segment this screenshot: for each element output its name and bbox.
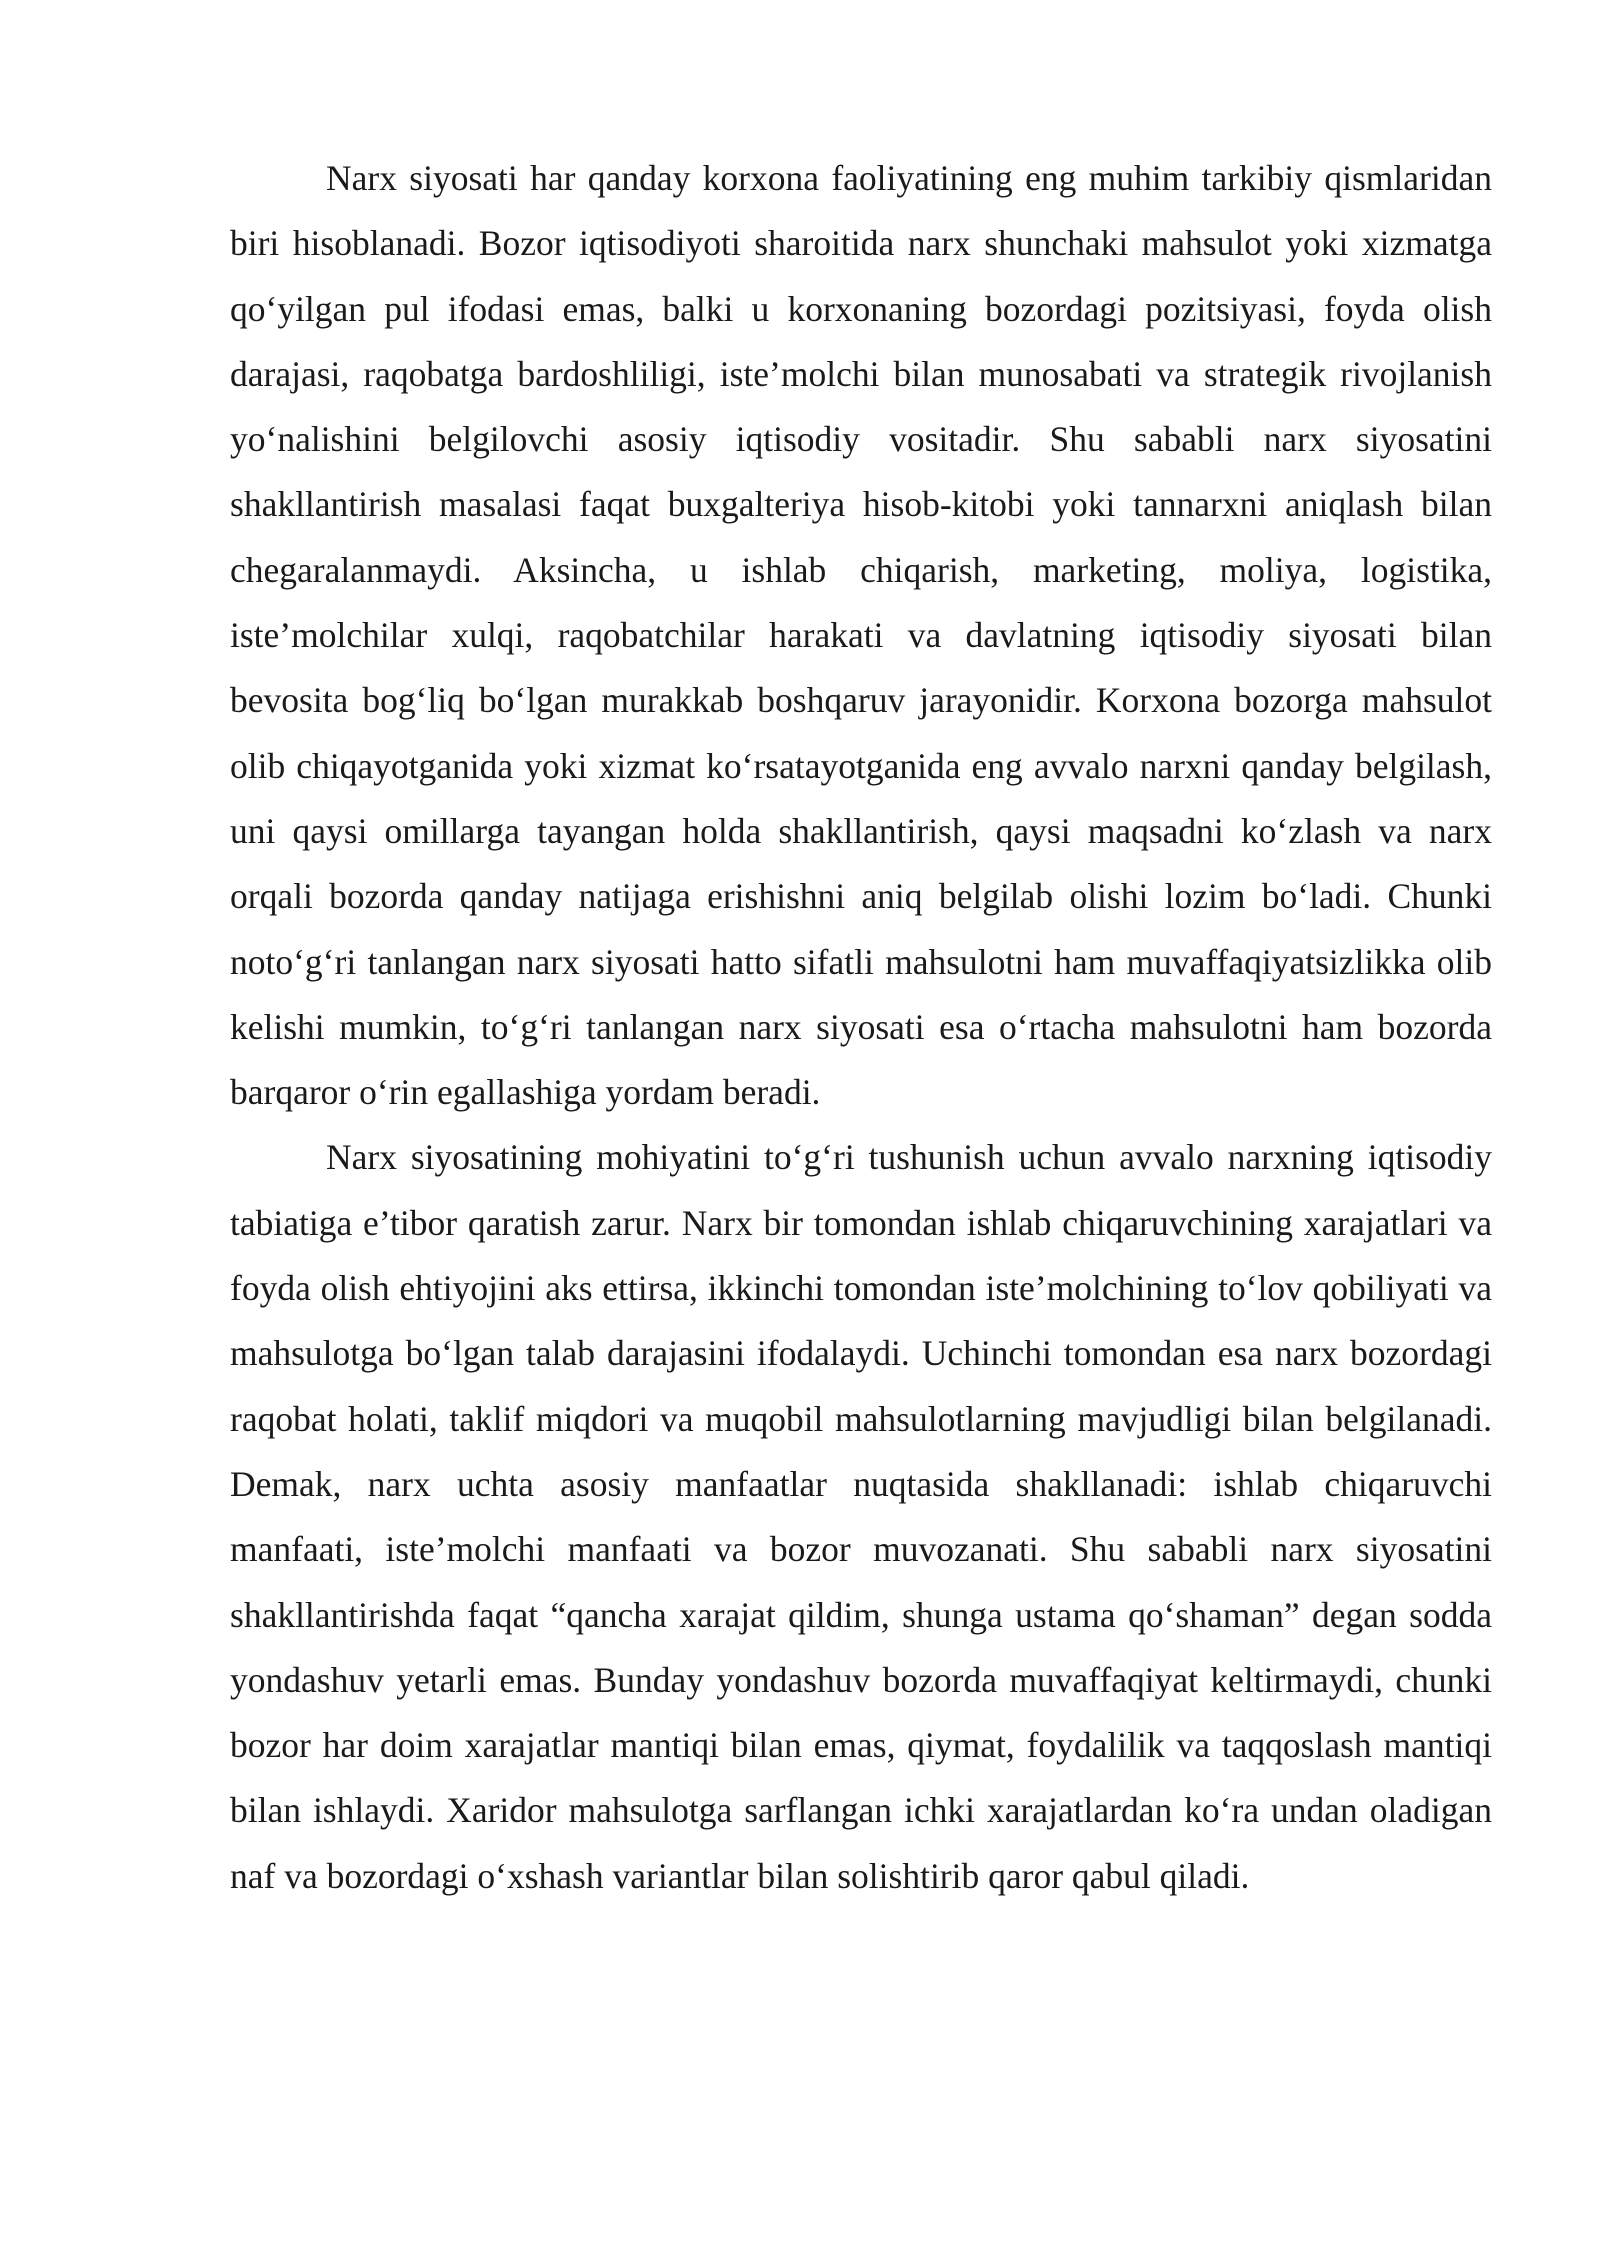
paragraph-1: Narx siyosati har qanday korxona faoliyatining eng muhim tarkibiy qismlaridan biri hisoblanadi. Bozor iqtisodiyoti sharoitida narx shunchaki mahsulot yoki xizmatga qo‘yilgan pul ifodasi emas, balki u korxonaning bozordagi pozitsiyasi, foyda olish darajasi, raqobatga bardoshliligi, iste’molchi bilan munosabati va strategik rivojlanish yo‘nalishini belgilovchi asosiy iqtisodiy vositadir. Shu sababli narx siyosatini shakllantirish masalasi faqat buxgalteriya hisob-kitobi yoki tannarxni aniqlash bilan chegaralanmaydi. Aksincha, u ishlab chiqarish, marketing, moliya, logistika, iste’molchilar xulqi, raqobatchilar harakati va davlatning iqtisodiy siyosati bilan bevosita bog‘liq bo‘lgan murakkab boshqaruv jarayonidir. Korxona bozorga mahsulot olib chiqayotganida yoki xizmat ko‘rsatayotganida eng avvalo narxni qanday belgilash, uni qaysi omillarga tayangan holda shakllantirish, qaysi maqsadni ko‘zlash va narx orqali bozorda qanday natijaga erishishni aniq belgilab olishi lozim bo‘ladi. Chunki noto‘g‘ri tanlangan narx siyosati hatto sifatli mahsulotni ham muvaffaqiyatsizlikka olib kelishi mumkin, to‘g‘ri tanlangan narx siyosati esa o‘rtacha mahsulotni ham bozorda barqaror o‘rin egallashiga yordam beradi. <box>230 158 1492 1113</box>
body-text <box>230 146 1492 1909</box>
paragraph-2: Narx siyosatining mohiyatini to‘g‘ri tushunish uchun avvalo narxning iqtisodiy tabiatiga e’tibor qaratish zarur. Narx bir tomondan ishlab chiqaruvchining xarajatlari va foyda olish ehtiyojini aks ettirsa, ikkinchi tomondan iste’molchining to‘lov qobiliyati va mahsulotga bo‘lgan talab darajasini ifodalaydi. Uchinchi tomondan esa narx bozordagi raqobat holati, taklif miqdori va muqobil mahsulotlarning mavjudligi bilan belgilanadi. Demak, narx uchta asosiy manfaatlar nuqtasida shakllanadi: ishlab chiqaruvchi manfaati, iste’molchi manfaati va bozor muvozanati. Shu sababli narx siyosatini shakllantirishda faqat “qancha xarajat qildim, shunga ustama qo‘shaman” degan sodda yondashuv yetarli emas. Bunday yondashuv bozorda muvaffaqiyat keltirmaydi, chunki bozor har doim xarajatlar mantiqi bilan emas, qiymat, foydalilik va taqqoslash mantiqi bilan ishlaydi. Xaridor mahsulotga sarflangan ichki xarajatlardan ko‘ra undan oladigan naf va bozordagi o‘xshash variantlar bilan solishtirib qaror qabul qiladi. <box>230 1137 1492 1896</box>
